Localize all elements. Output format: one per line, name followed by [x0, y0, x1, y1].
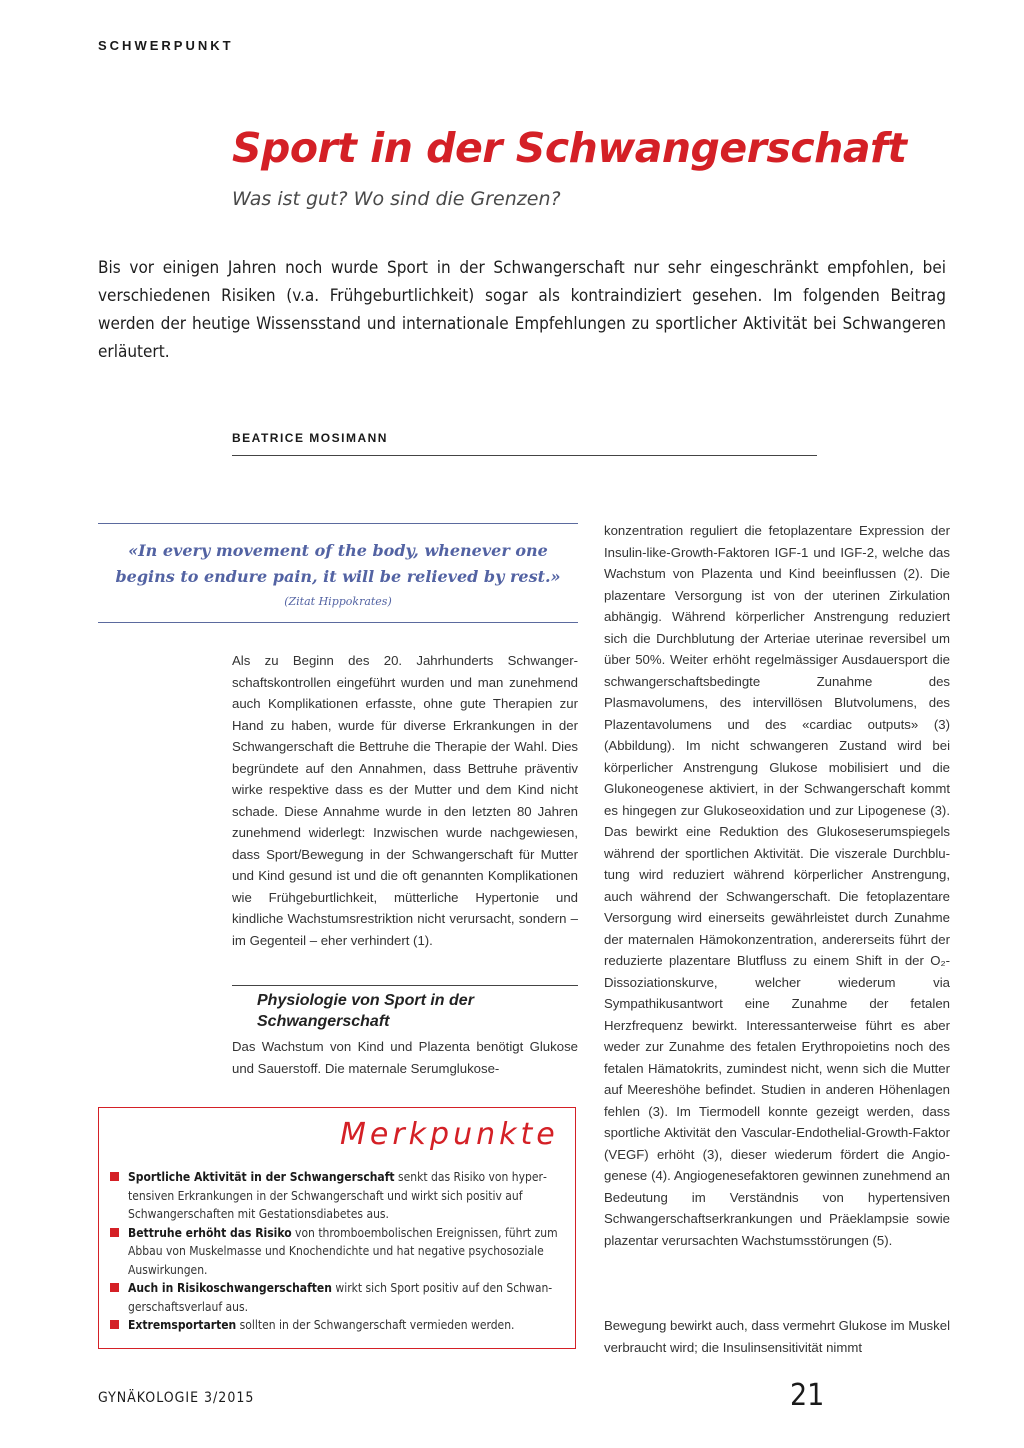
bullet-square-icon [110, 1320, 119, 1329]
body-paragraph-intro: Als zu Beginn des 20. Jahrhunderts Schwangerschaftskontrollen eingeführt wurden und man zunehmend auch Komplikationen erfasste, ohne gute Therapien zur Hand zu haben, wurde für diverse Erkrankungen in der Schwangerschaft die Bettruhe die Therapie der Wahl. Dies begründete auf den Annahmen, dass Bettruhe präventiv wirke respektive dass es der Mutter und dem Kind nicht schade. Diese Annahme wurde in den letzten 80 Jahren zunehmend widerlegt: Inzwischen wurde nachgewiesen, dass Sport/Bewegung in der Schwangerschaft für Mutter und Kind gesund ist und die oft genannten Komplikationen wie Frühgeburtlichkeit, mütterliche Hypertonie und kindliche Wachstumsrestriktion nicht verursacht, sondern – im Gegenteil – eher verhindert (1). [232, 653, 578, 948]
pull-quote: «In every movement of the body, whenever one begins to endure pain, it will be relieved by rest.» [115, 541, 561, 586]
list-item [108, 1224, 566, 1280]
list-item-bold: Extremsportarten [128, 1318, 237, 1332]
article-subtitle: Was ist gut? Wo sind die Grenzen? [232, 188, 561, 210]
bullet-square-icon [110, 1228, 119, 1237]
quote-top-rule [98, 523, 578, 524]
subheading-divider [232, 985, 578, 986]
author-name: BEATRICE MOSIMANN [232, 431, 388, 445]
quote-source: (Zitat Hippokrates) [284, 595, 392, 608]
body-paragraph-right: konzentration reguliert die fetoplazentare Expression der Insulin-like-Growth-Faktoren IGF-1 und IGF-2, welche das Wachstum von Plazenta und Kind beeinflussen (2). Die plazentare Versorgung ist von der uterinen Zirkulation abhängig. Während körperlicher Anstrengung reduziert sich die Durchblutung der Arteriae uterinae reversibel um über 50%. Weiter erhöht regelmässiger Ausdauersport die schwangerschaftsbedingte Zunahme des Plasmavolumens, des intervillösen Blutvolumens, des Plazentavolumens und des «cardiac outputs» (3) (Abbildung). Im nicht schwangeren Zustand wird bei körperlicher Anstrengung Glukose mobilisiert und die Glukoneogenese aktiviert, in der Schwangerschaft kommt es hingegen zur Glukoseoxidation und zur Lipogenese (3). Das bewirkt eine Reduktion des Glukoseserumspiegels während der sportlichen Aktivität. Die viszerale Durchblutung wird reduziert während körperlicher Anstrengung, auch während der Schwangerschaft. Die fetoplazentare Versorgung wird einerseits gewährleistet durch Zunahme der maternalen Hämokonzentration, andererseits führt der reduzierte plazentare Blutfluss zu einem Shift in der O₂-Dissoziationskurve, welcher wiederum via Sympathikusantwort eine Zunahme der fetalen Herzfrequenz bewirkt. Interessanterweise führt es aber weder zur Zunahme des fetalen Erythropoietins noch des fetalen Hämatokrits, zumindest nicht, wenn sich die Mutter auf Meereshöhe befindet. Studien in anderen Höhenlagen fehlen (3). Im Tiermodell konnte gezeigt werden, dass sportliche Aktivität den Vascular-Endothelial-Growth-Faktor (VEGF) erhöht (3), dieser wiederum fördert die Angiogenese (4). Angiogenesefaktoren gewinnen zunehmend an Bedeutung im Verständnis von hypertensiven Schwangerschaftserkrankungen und Präeklampsie sowie plazentar verursachten Wachstumsstörungen (5). [604, 523, 950, 1248]
quote-bottom-rule [98, 622, 578, 623]
list-item [108, 1316, 566, 1335]
merkpunkte-list [108, 1168, 566, 1335]
merkpunkte-title: Merkpunkte [340, 1117, 559, 1152]
list-item-text: senkt das Risiko von hypertensiven Erkrankungen in der Schwangerschaft und wirkt sich positiv auf Schwangerschaften mit Gestationsdiabetes aus. [128, 1170, 547, 1221]
list-item-text: sollten in der Schwangerschaft vermieden werden. [236, 1318, 515, 1332]
list-item-bold: Bettruhe erhöht das Risiko [128, 1225, 292, 1240]
author-divider [232, 455, 817, 456]
section-label: SCHWERPUNKT [98, 38, 234, 53]
article-title: Sport in der Schwangerschaft [232, 124, 907, 172]
body-paragraph-right-continued: Bewegung bewirkt auch, dass vermehrt Glukose im Muskel verbraucht wird; die Insulinsensitivität nimmt [604, 1318, 950, 1355]
journal-issue: GYNÄKOLOGIE 3/2015 [98, 1390, 255, 1406]
list-item-text: von thromboembolischen Ereignissen, führt zum Abbau von Muskelmasse und Knochendichte und hat negative psychosoziale Auswirkungen. [128, 1225, 558, 1277]
bullet-square-icon [110, 1172, 119, 1181]
list-item-bold: Auch in Risikoschwangerschaften [128, 1281, 332, 1295]
body-paragraph-physiology: Das Wachstum von Kind und Plazenta benötigt Glukose und Sauerstoff. Die maternale Serumglukose- [232, 1039, 578, 1076]
list-item [108, 1168, 566, 1224]
subheading: Physiologie von Sport in der Schwangerschaft [257, 992, 474, 1030]
list-item-text: wirkt sich Sport positiv auf den Schwangerschaftsverlauf aus. [128, 1281, 553, 1314]
list-item [108, 1279, 566, 1316]
bullet-square-icon [110, 1283, 119, 1292]
list-item-bold: Sportliche Aktivität in der Schwangerschaft [128, 1170, 395, 1184]
lead-paragraph: Bis vor einigen Jahren noch wurde Sport in der Schwangerschaft nur sehr eingeschränkt empfohlen, bei verschiedenen Risiken (v.a. Frühgeburtlichkeit) sogar als kontraindiziert gesehen. Im folgenden Beitrag werden der heutige Wissensstand und internationale Empfehlungen zu sportlicher Aktivität bei Schwangeren erläutert. [98, 258, 946, 362]
page-number: 21 [790, 1378, 825, 1413]
